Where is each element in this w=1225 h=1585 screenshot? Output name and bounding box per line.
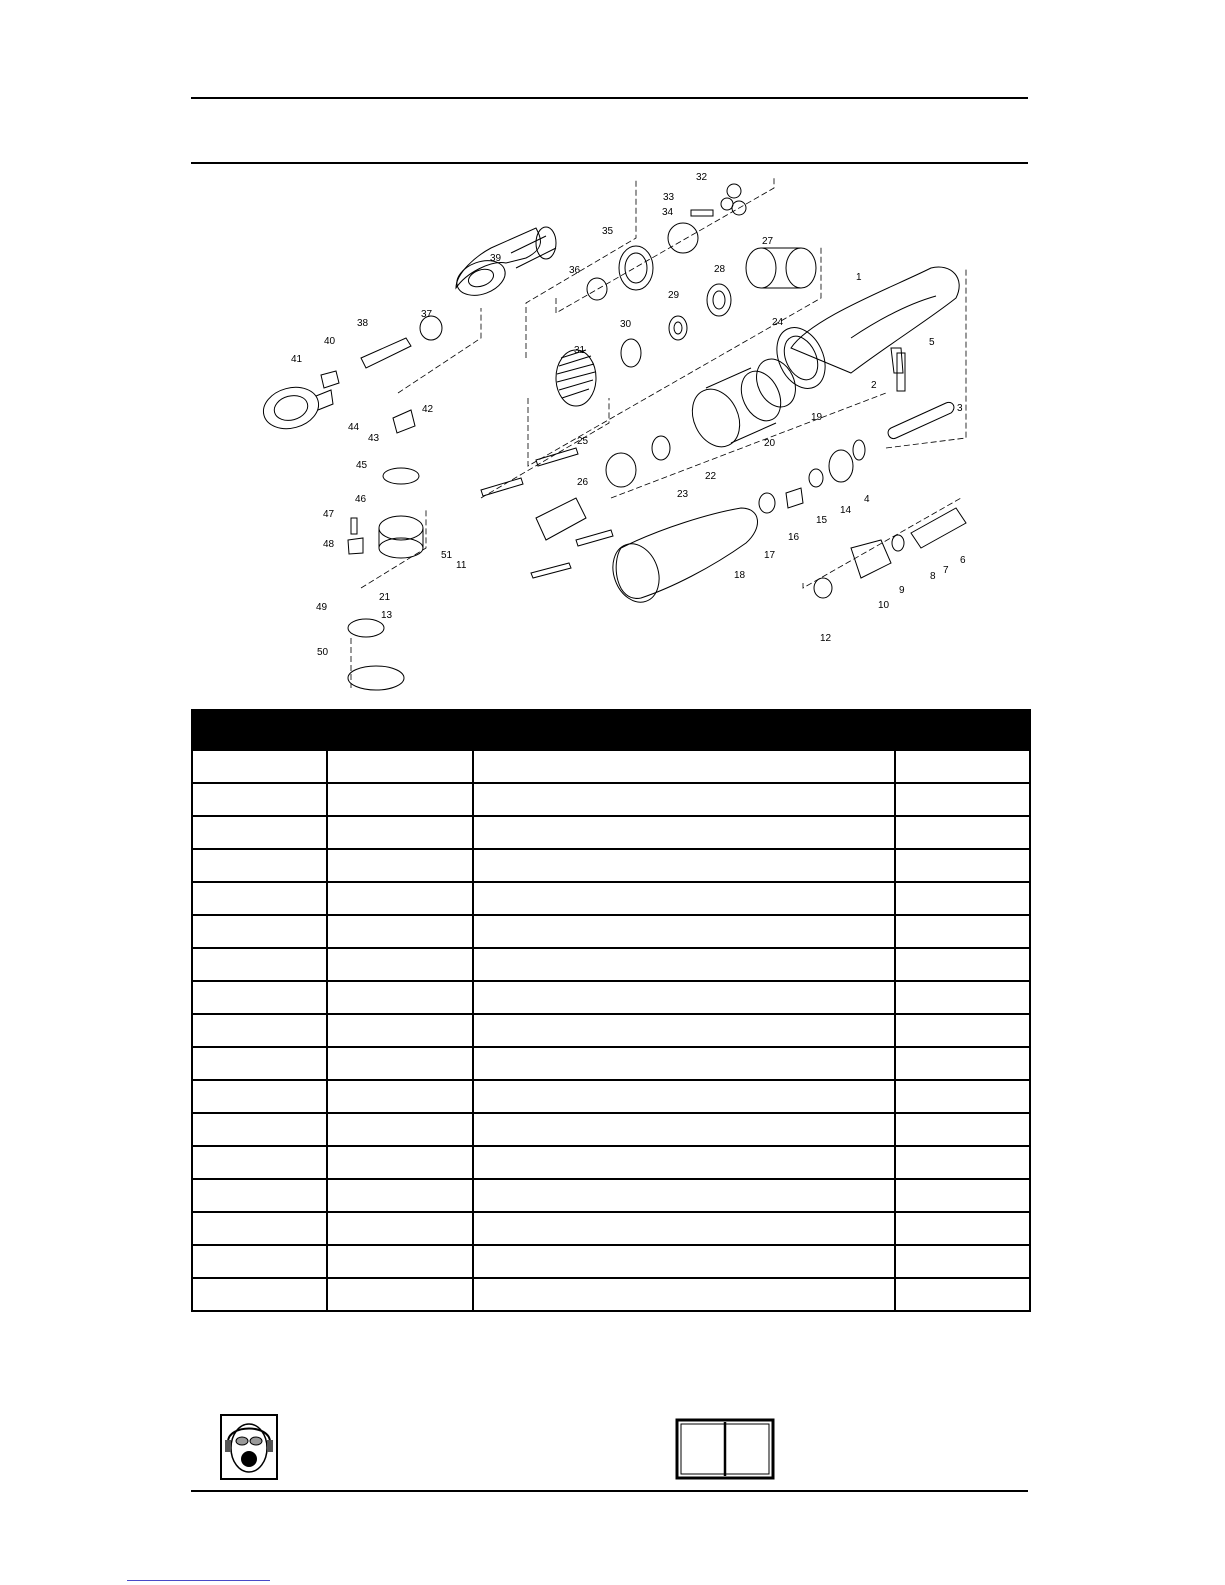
callout-21: 21 [379, 592, 391, 603]
table-row [192, 1080, 1030, 1113]
table-cell [895, 1080, 1030, 1113]
callout-51: 51 [441, 550, 453, 561]
part-washer-45 [383, 468, 419, 484]
table-cell [473, 915, 895, 948]
table-cell [473, 1179, 895, 1212]
callout-19: 19 [811, 412, 823, 423]
part-valve-seat [809, 469, 823, 487]
callout-labels [291, 172, 966, 658]
table-cell [327, 981, 473, 1014]
guide-line-housing [886, 268, 966, 448]
table-cell [895, 981, 1030, 1014]
callout-49: 49 [316, 602, 328, 613]
callout-3: 3 [957, 403, 963, 414]
table-cell [473, 981, 895, 1014]
part-ratchet-head [259, 381, 333, 434]
callout-15: 15 [816, 515, 828, 526]
part-yoke [379, 516, 423, 558]
part-air-inlet [911, 508, 966, 548]
table-cell [473, 1080, 895, 1113]
table-cell [192, 882, 327, 915]
exploded-parts-diagram [191, 168, 1028, 708]
table-cell [473, 1047, 895, 1080]
table-cell [192, 849, 327, 882]
read-manual-book-icon [675, 1418, 775, 1480]
link-underline [127, 1580, 270, 1581]
table-row [192, 1146, 1030, 1179]
table-row [192, 1212, 1030, 1245]
callout-11: 11 [456, 560, 467, 571]
callout-24: 24 [772, 317, 784, 328]
table-cell [192, 1080, 327, 1113]
table-cell [473, 1014, 895, 1047]
table-cell [192, 783, 327, 816]
table-header-cell [192, 710, 1030, 750]
table-row [192, 750, 1030, 783]
table-cell [327, 1278, 473, 1311]
header-rule [191, 162, 1028, 164]
part-cylinder [746, 248, 816, 288]
table-row [192, 1113, 1030, 1146]
part-rotor [536, 498, 586, 540]
callout-2: 2 [871, 380, 877, 391]
table-cell [895, 1179, 1030, 1212]
table-cell [473, 750, 895, 783]
table-cell [192, 1047, 327, 1080]
callout-39: 39 [490, 253, 502, 264]
table-cell [327, 1113, 473, 1146]
part-washer-17 [759, 493, 775, 513]
table-cell [895, 849, 1030, 882]
table-cell [327, 1245, 473, 1278]
callout-42: 42 [422, 404, 434, 415]
table-cell [192, 1212, 327, 1245]
part-washer-49 [348, 619, 384, 637]
part-end-plate-28 [707, 284, 731, 316]
part-hanger [888, 402, 954, 438]
part-pin-2 [897, 353, 905, 391]
part-grip [605, 508, 757, 609]
part-snap-ring-12 [814, 578, 832, 598]
table-cell [895, 1245, 1030, 1278]
part-bushing-36 [587, 278, 607, 300]
table-row [192, 1014, 1030, 1047]
callout-28: 28 [714, 264, 726, 275]
callout-27: 27 [762, 236, 774, 247]
part-bearing-29 [669, 316, 687, 340]
table-cell [895, 915, 1030, 948]
footer-rule [191, 1490, 1028, 1492]
table-cell [192, 1179, 327, 1212]
callout-20: 20 [764, 438, 776, 449]
table-cell [895, 1212, 1030, 1245]
table-cell [327, 1047, 473, 1080]
callout-29: 29 [668, 290, 680, 301]
callout-9: 9 [899, 585, 905, 596]
table-cell [327, 849, 473, 882]
table-row [192, 948, 1030, 981]
callout-17: 17 [764, 550, 776, 561]
part-snap-ring-50 [348, 666, 404, 690]
callout-37: 37 [421, 309, 433, 320]
callout-12: 12 [820, 633, 832, 644]
part-planet-gears [721, 184, 746, 215]
table-cell [192, 1245, 327, 1278]
callout-50: 50 [317, 647, 329, 658]
table-cell [895, 948, 1030, 981]
table-cell [895, 882, 1030, 915]
callout-45: 45 [356, 460, 368, 471]
callout-6: 6 [960, 555, 966, 566]
table-cell [192, 1146, 327, 1179]
table-cell [473, 1146, 895, 1179]
table-cell [192, 1014, 327, 1047]
callout-38: 38 [357, 318, 369, 329]
callout-47: 47 [323, 509, 335, 520]
table-cell [327, 783, 473, 816]
part-end-plate-23 [606, 453, 636, 487]
part-valve-16 [786, 488, 803, 508]
part-reverse-knob [393, 410, 415, 433]
callout-25: 25 [577, 436, 589, 447]
table-cell [473, 816, 895, 849]
table-row [192, 816, 1030, 849]
callout-34: 34 [662, 207, 674, 218]
callout-46: 46 [355, 494, 367, 505]
table-row [192, 1179, 1030, 1212]
part-nut-40 [321, 371, 339, 388]
table-cell [327, 882, 473, 915]
table-cell [895, 1113, 1030, 1146]
table-header-row [192, 710, 1030, 750]
part-head-housing [452, 227, 556, 302]
top-rule [191, 97, 1028, 99]
table-cell [192, 750, 327, 783]
table-row [192, 882, 1030, 915]
part-pin-47 [351, 518, 357, 534]
table-cell [327, 1080, 473, 1113]
callout-10: 10 [878, 600, 890, 611]
callout-40: 40 [324, 336, 336, 347]
table-cell [192, 981, 327, 1014]
table-cell [192, 1113, 327, 1146]
table-cell [473, 783, 895, 816]
part-crank-shaft [361, 338, 411, 368]
part-motor-housing [768, 267, 960, 396]
table-row [192, 783, 1030, 816]
table-cell [473, 948, 895, 981]
part-gear-pin [691, 210, 713, 216]
part-o-ring-9 [892, 535, 904, 551]
callout-1: 1 [856, 272, 862, 283]
parts-list-table [191, 709, 1031, 1312]
part-ring-gear [619, 246, 653, 290]
callout-18: 18 [734, 570, 746, 581]
table-cell [327, 750, 473, 783]
callout-5: 5 [929, 337, 935, 348]
callout-35: 35 [602, 226, 614, 237]
part-bearing-22 [652, 436, 670, 460]
callout-36: 36 [569, 265, 581, 276]
table-cell [895, 816, 1030, 849]
table-cell [895, 1014, 1030, 1047]
callout-7: 7 [943, 565, 949, 576]
table-cell [327, 948, 473, 981]
table-cell [895, 783, 1030, 816]
guide-line-anvil [361, 508, 426, 588]
callout-14: 14 [840, 505, 852, 516]
part-valve-bushing [829, 450, 853, 482]
table-cell [895, 1278, 1030, 1311]
part-threaded-ring-31 [556, 350, 596, 406]
callout-41: 41 [291, 354, 303, 365]
callout-26: 26 [577, 477, 589, 488]
table-cell [473, 1278, 895, 1311]
table-row [192, 849, 1030, 882]
callout-16: 16 [788, 532, 800, 543]
table-cell [327, 1179, 473, 1212]
table-cell [327, 1014, 473, 1047]
table-cell [473, 882, 895, 915]
part-o-ring-4 [853, 440, 865, 460]
table-row [192, 1047, 1030, 1080]
part-exhaust-cap [851, 540, 891, 578]
table-cell [327, 1212, 473, 1245]
table-row [192, 915, 1030, 948]
table-cell [192, 948, 327, 981]
part-gear-cage [668, 223, 698, 253]
table-row [192, 1245, 1030, 1278]
table-cell [327, 816, 473, 849]
table-cell [192, 1278, 327, 1311]
callout-43: 43 [368, 433, 380, 444]
table-cell [473, 1212, 895, 1245]
callout-31: 31 [574, 345, 586, 356]
callout-8: 8 [930, 571, 936, 582]
table-cell [473, 849, 895, 882]
part-o-ring-19 [749, 353, 803, 414]
table-row [192, 1278, 1030, 1311]
callout-22: 22 [705, 471, 717, 482]
table-cell [192, 816, 327, 849]
callout-30: 30 [620, 319, 632, 330]
table-cell [895, 750, 1030, 783]
callout-44: 44 [348, 422, 360, 433]
table-cell [192, 915, 327, 948]
callout-13: 13 [381, 610, 393, 621]
table-row [192, 981, 1030, 1014]
callout-23: 23 [677, 489, 689, 500]
callout-32: 32 [696, 172, 708, 183]
table-cell [473, 1245, 895, 1278]
safety-goggles-ear-protection-icon [220, 1414, 278, 1480]
part-washer-30 [621, 339, 641, 367]
table-cell [473, 1113, 895, 1146]
part-pawl [348, 538, 363, 554]
callout-4: 4 [864, 494, 870, 505]
table-cell [327, 915, 473, 948]
callout-33: 33 [663, 192, 675, 203]
table-cell [895, 1146, 1030, 1179]
table-cell [327, 1146, 473, 1179]
guide-line-cylinder [481, 398, 609, 498]
table-cell [895, 1047, 1030, 1080]
callout-48: 48 [323, 539, 335, 550]
